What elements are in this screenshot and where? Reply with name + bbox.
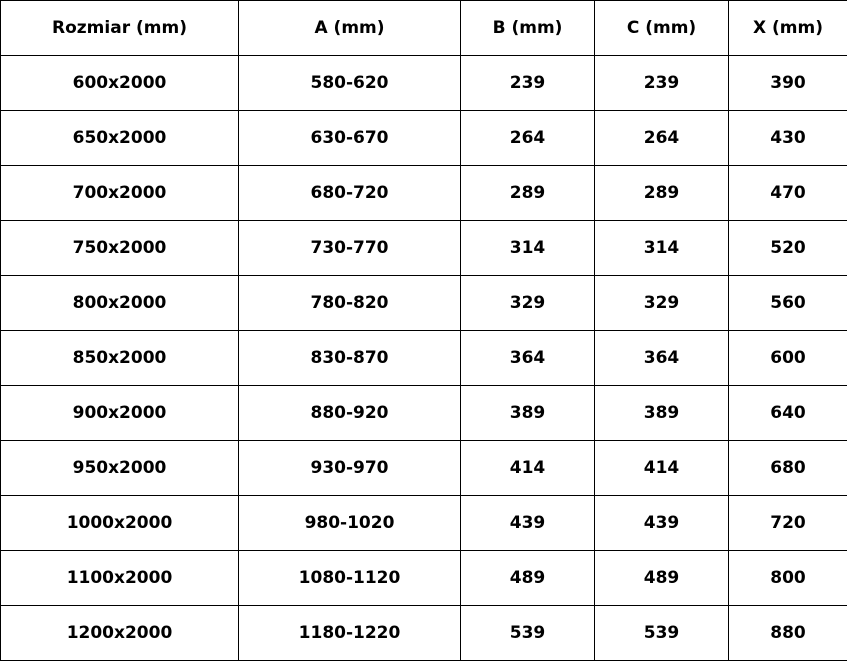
cell-c: 314 <box>595 221 729 276</box>
cell-a: 630-670 <box>239 111 461 166</box>
table-row <box>1 551 847 606</box>
cell-a: 1080-1120 <box>239 551 461 606</box>
cell-x: 880 <box>729 606 847 661</box>
cell-rozmiar: 850x2000 <box>1 331 239 386</box>
cell-x: 390 <box>729 56 847 111</box>
cell-c: 364 <box>595 331 729 386</box>
table-row <box>1 386 847 441</box>
column-header-a: A (mm) <box>239 1 461 56</box>
cell-c: 329 <box>595 276 729 331</box>
cell-rozmiar: 1200x2000 <box>1 606 239 661</box>
cell-rozmiar: 950x2000 <box>1 441 239 496</box>
cell-b: 364 <box>461 331 595 386</box>
cell-b: 264 <box>461 111 595 166</box>
cell-b: 329 <box>461 276 595 331</box>
cell-rozmiar: 1100x2000 <box>1 551 239 606</box>
table-row <box>1 496 847 551</box>
table-body <box>1 56 847 661</box>
cell-c: 389 <box>595 386 729 441</box>
cell-rozmiar: 700x2000 <box>1 166 239 221</box>
cell-x: 800 <box>729 551 847 606</box>
cell-x: 430 <box>729 111 847 166</box>
cell-b: 314 <box>461 221 595 276</box>
cell-a: 580-620 <box>239 56 461 111</box>
column-header-rozmiar: Rozmiar (mm) <box>1 1 239 56</box>
cell-b: 389 <box>461 386 595 441</box>
cell-b: 239 <box>461 56 595 111</box>
table-row <box>1 221 847 276</box>
cell-a: 780-820 <box>239 276 461 331</box>
cell-rozmiar: 600x2000 <box>1 56 239 111</box>
cell-rozmiar: 650x2000 <box>1 111 239 166</box>
cell-x: 560 <box>729 276 847 331</box>
table-row <box>1 441 847 496</box>
cell-c: 289 <box>595 166 729 221</box>
cell-c: 414 <box>595 441 729 496</box>
cell-a: 930-970 <box>239 441 461 496</box>
cell-a: 830-870 <box>239 331 461 386</box>
cell-b: 489 <box>461 551 595 606</box>
cell-c: 539 <box>595 606 729 661</box>
cell-x: 720 <box>729 496 847 551</box>
table-row <box>1 56 847 111</box>
cell-rozmiar: 750x2000 <box>1 221 239 276</box>
cell-a: 880-920 <box>239 386 461 441</box>
cell-b: 439 <box>461 496 595 551</box>
cell-x: 600 <box>729 331 847 386</box>
cell-b: 539 <box>461 606 595 661</box>
cell-b: 414 <box>461 441 595 496</box>
cell-a: 730-770 <box>239 221 461 276</box>
table-row <box>1 606 847 661</box>
cell-a: 680-720 <box>239 166 461 221</box>
column-header-x: X (mm) <box>729 1 847 56</box>
table-row <box>1 276 847 331</box>
table-row <box>1 331 847 386</box>
cell-x: 470 <box>729 166 847 221</box>
cell-rozmiar: 800x2000 <box>1 276 239 331</box>
cell-c: 264 <box>595 111 729 166</box>
table-header-row <box>1 1 847 56</box>
column-header-b: B (mm) <box>461 1 595 56</box>
cell-x: 680 <box>729 441 847 496</box>
cell-b: 289 <box>461 166 595 221</box>
cell-c: 489 <box>595 551 729 606</box>
cell-rozmiar: 900x2000 <box>1 386 239 441</box>
cell-a: 980-1020 <box>239 496 461 551</box>
table-header <box>1 1 847 56</box>
cell-c: 239 <box>595 56 729 111</box>
cell-x: 520 <box>729 221 847 276</box>
cell-x: 640 <box>729 386 847 441</box>
cell-c: 439 <box>595 496 729 551</box>
column-header-c: C (mm) <box>595 1 729 56</box>
cell-rozmiar: 1000x2000 <box>1 496 239 551</box>
table-row <box>1 166 847 221</box>
cell-a: 1180-1220 <box>239 606 461 661</box>
table-row <box>1 111 847 166</box>
